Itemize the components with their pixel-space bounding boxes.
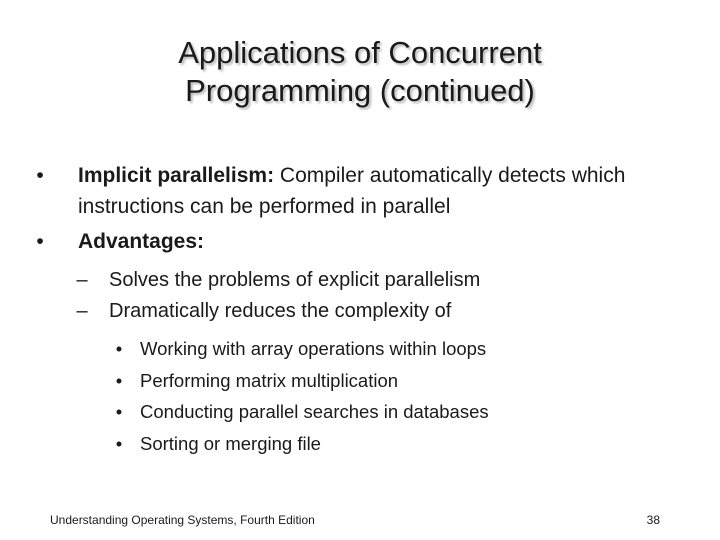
complexity-item [113,428,680,460]
bullet-text: Compiler automatically detects which instructions can be performed in parallel [78,164,626,218]
bullet-icon: • [115,369,123,391]
complexity-item [113,333,680,365]
bullet-icon: • [115,401,123,422]
bullet-icon: • [36,230,44,253]
footer-source: Understanding Operating Systems, Fourth Edition [50,513,315,527]
complexity-item [113,365,680,397]
bullet-advantages [30,226,680,257]
bullet-icon: • [115,338,123,359]
slide-title-line-2: Programming (continued) [185,73,535,108]
complexity-text: Working with array operations within loops [140,338,487,359]
advantages-list [70,265,680,327]
bullet-implicit-parallelism [30,160,680,222]
complexity-list [113,333,680,459]
complexity-item [113,396,680,428]
bullet-term: Advantages: [78,230,205,253]
complexity-text: Performing matrix multiplication [140,369,399,391]
slide-title-line-1: Applications of Concurrent [178,35,542,70]
bullet-icon: • [36,164,44,187]
advantage-item [70,296,680,327]
dash-bullet-icon: – [76,300,88,322]
advantage-item [70,265,680,296]
advantage-text: Solves the problems of explicit parallelism [109,269,481,291]
slide-body [30,160,680,459]
bullet-term: Implicit parallelism: [78,164,275,187]
bullet-icon: • [115,432,123,454]
slide-title [60,34,660,110]
page-number: 38 [646,513,660,527]
dash-bullet-icon: – [76,269,88,291]
complexity-text: Sorting or merging file [140,432,321,454]
complexity-text: Conducting parallel searches in databases [140,401,489,422]
advantage-text: Dramatically reduces the complexity of [109,300,452,322]
